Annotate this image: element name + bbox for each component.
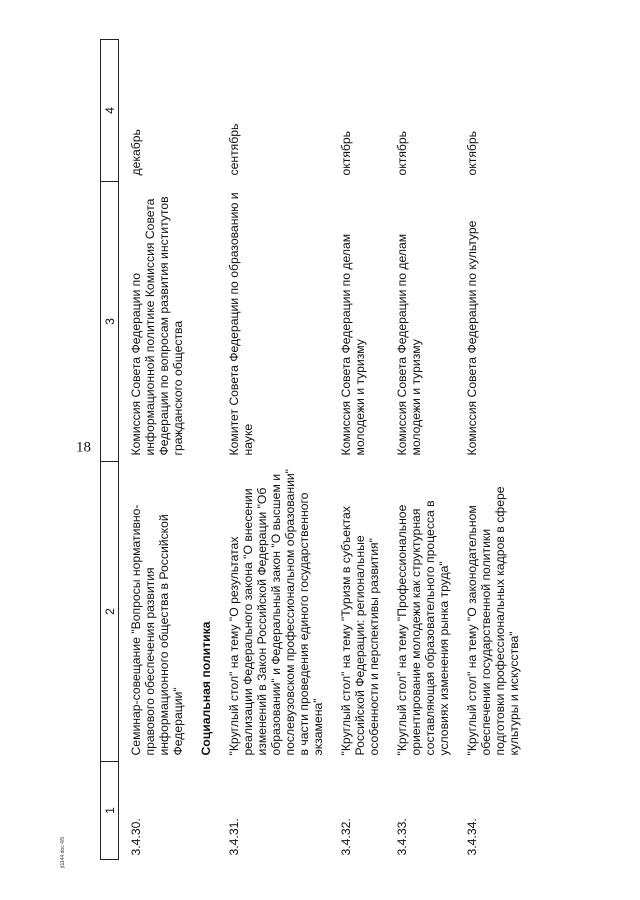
event-date: октябрь bbox=[339, 130, 353, 176]
event-title: "Круглый стол" на тему "О законодательном обеспечении государственной политики подготовки профессиональных кадров в сфере культуры и искусства" bbox=[465, 486, 521, 756]
row-number: 3.4.31. bbox=[227, 818, 241, 856]
row-number: 3.4.33. bbox=[395, 818, 409, 856]
row-number: 3.4.32. bbox=[339, 818, 353, 856]
responsible-body: Комиссия Совета Федерации по культуре bbox=[465, 220, 479, 456]
event-title: "Круглый стол" на тему "Туризм в субъектах Российской Федерации: региональные особенности и перспективы развития" bbox=[339, 506, 381, 756]
rotated-page bbox=[76, 40, 640, 860]
row-number: 3.4.30. bbox=[129, 818, 143, 856]
responsible-body: Комитет Совета Федерации по образованию и науке bbox=[227, 192, 255, 456]
column-header-4: 4 bbox=[101, 40, 119, 182]
event-date: сентябрь bbox=[227, 123, 241, 176]
event-title: "Круглый стол" на тему "О результатах реализации Федерального закона "О внесении изменений в Закон Российской Федерации "Об образовании" и Федеральный закон "О высшем и послевузовском профессиональном образовании" в части проведения единого государственного экзамена" bbox=[227, 468, 325, 756]
event-title: Семинар-совещание "Вопросы нормативно-правового обеспечения развития информационного общества в Российской Федерации" bbox=[129, 504, 185, 756]
table-row bbox=[455, 40, 525, 860]
responsible-body: Комиссия Совета Федерации по делам молодежи и туризму bbox=[339, 233, 367, 456]
page-number: 18 bbox=[76, 439, 91, 456]
event-date: октябрь bbox=[395, 130, 409, 176]
responsible-body: Комиссия Совета Федерации по делам молодежи и туризму bbox=[395, 233, 423, 456]
section-heading-row bbox=[189, 40, 217, 860]
column-number-row bbox=[101, 40, 119, 860]
table-row bbox=[329, 40, 385, 860]
section-title: Социальная политика bbox=[199, 621, 213, 756]
events-table bbox=[100, 39, 525, 860]
table-row bbox=[217, 40, 329, 860]
event-title: "Круглый стол" на тему "Профессиональное ориентирование молодежи как структурная составляющая образовательного процесса в условиях изменения рынка труда" bbox=[395, 500, 451, 756]
column-header-2: 2 bbox=[101, 462, 119, 762]
responsible-body: Комиссия Совета Федерации по информационной политике Комиссия Совета Федерации по вопросам развития институтов гражданского общества bbox=[129, 196, 185, 456]
table-row bbox=[385, 40, 455, 860]
document-code: jt1144.doc 4/5 bbox=[60, 836, 66, 868]
table-row bbox=[119, 40, 190, 860]
event-date: декабрь bbox=[129, 129, 143, 176]
row-number: 3.4.34. bbox=[465, 818, 479, 856]
column-header-1: 1 bbox=[101, 762, 119, 860]
column-header-3: 3 bbox=[101, 182, 119, 462]
event-date: октябрь bbox=[465, 130, 479, 176]
